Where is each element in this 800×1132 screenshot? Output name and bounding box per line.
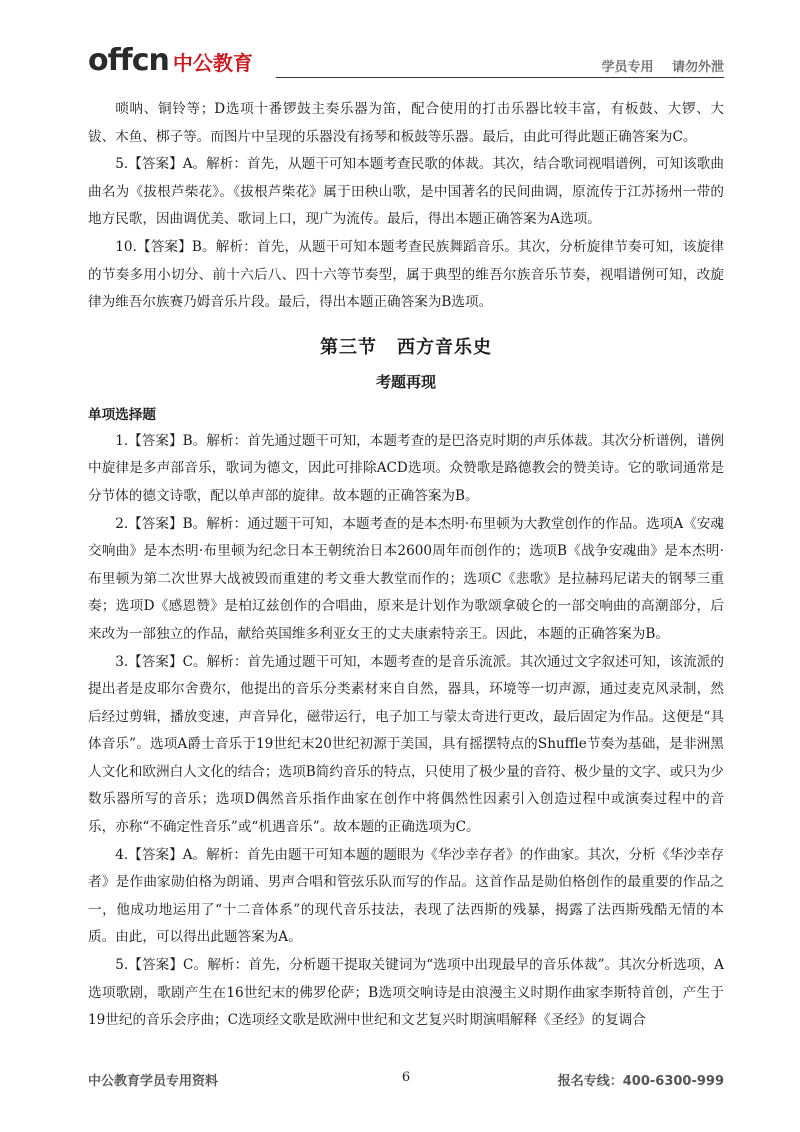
paragraph-top-3: 10.【答案】B。解析：首先，从题干可知本题考查民族舞蹈音乐。其次，分析旋律节奏可知，该旋律的节奏多用小切分、前十六后八、四十六等节奏型，属于典型的维吾尔族音乐节奏，视唱谱例可知，改旋律为维吾尔族赛乃姆音乐片段。最后，得出本题正确答案为B选项。 bbox=[88, 238, 724, 311]
logo-chinese-name: 中公教育 bbox=[172, 51, 253, 75]
page-footer bbox=[88, 1070, 724, 1092]
question-type-heading: 单项选择题 bbox=[88, 406, 156, 423]
answer-paragraph-3: 3.【答案】C。解析：首先通过题干可知，本题考查的是音乐流派。其次通过文字叙述可知，该流派的提出者是皮耶尔舍费尔，他提出的音乐分类素材来自自然，器具，环境等一切声源，通过麦克风录制，然后经过剪辑，播放变速，声音异化，磁带运行，电子加工与蒙太奇进行更改，最后固定为作品。这便是“具体音乐”。选项A爵士音乐于19世纪末20世纪初源于美国，具有摇摆特点的Shuffle节奏为基础，是非洲黑人文化和欧洲白人文化的结合；选项B简约音乐的特点，只使用了极少量的音符、极少量的文字、或只为少数乐器所写的音乐；选项D偶然音乐指作曲家在创作中将偶然性因素引入创造过程中或演奏过程中的音乐，亦称“不确定性音乐”或“机遇音乐”。故本题的正确选项为C。 bbox=[88, 653, 724, 836]
section-number: 第三节 bbox=[320, 336, 377, 358]
subsection-title: 考题再现 bbox=[375, 372, 436, 391]
answer-paragraph-4: 4.【答案】A。解析：首先由题干可知本题的题眼为《华沙幸存者》的作曲家。其次，分析《华沙幸存者》是作曲家勋伯格为朗诵、男声合唱和管弦乐队而写的作品。这首作品是勋伯格创作的最重要的作品之一，他成功地运用了“十二音体系”的现代音乐技法，表现了法西斯的残暴，揭露了法西斯残酷无情的本质。由此，可以得出此题答案为A。 bbox=[88, 846, 724, 946]
header-tags bbox=[587, 56, 724, 75]
paragraph-top-2: 5.【答案】A。解析：首先，从题干可知本题考查民歌的体裁。其次，结合歌词视唱谱例，可知该歌曲曲名为《拔根芦柴花》。《拔根芦柴花》属于田秧山歌，是中国著名的民间曲调，原流传于江苏扬州一带的地方民歌，因曲调优美、歌词上口，现广为流传。最后，得出本题正确答案为A选项。 bbox=[88, 156, 724, 228]
logo-wordmark: offcn bbox=[88, 43, 169, 78]
header-tag-do-not-leak: 请勿外泄 bbox=[671, 60, 724, 75]
paragraph-top-1: 唢呐、铜铃等；D选项十番锣鼓主奏乐器为笛，配合使用的打击乐器比较丰富，有板鼓、大锣、大钹、木鱼、梆子等。而图片中呈现的乐器没有扬琴和板鼓等乐器。最后，由此可得此题正确答案为C。 bbox=[88, 101, 724, 145]
answer-paragraph-1: 1.【答案】B。解析：首先通过题干可知，本题考查的是巴洛克时期的声乐体裁。其次分析谱例，谱例中旋律是多声部音乐，歌词为德文，因此可排除ACD选项。众赞歌是路德教会的赞美诗。它的歌词通常是分节体的德文诗歌，配以单声部的旋律。故本题的正确答案为B。 bbox=[88, 432, 724, 504]
footer-material-label: 中公教育学员专用资料 bbox=[88, 1074, 219, 1089]
footer-hotline: 报名专线：400-6300-999 bbox=[557, 1074, 724, 1089]
section-name: 西方音乐史 bbox=[397, 336, 492, 358]
page-header bbox=[88, 40, 724, 80]
section-title bbox=[88, 333, 724, 359]
answer-paragraph-5: 5.【答案】C。解析：首先，分析题干提取关键词为“选项中出现最早的音乐体裁”。其次分析选项，A选项歌剧，歌剧产生在16世纪末的佛罗伦萨；B选项交响诗是由浪漫主义时期作曲家李斯特首创，产生于19世纪的音乐会序曲；C选项经文歌是欧洲中世纪和文艺复兴时期演唱解释《圣经》的复调合 bbox=[88, 957, 724, 1029]
header-tag-students-only: 学员专用 bbox=[601, 60, 654, 75]
offcn-logo bbox=[88, 42, 253, 76]
answer-paragraph-2: 2.【答案】B。解析：通过题干可知，本题考查的是本杰明·布里顿为大教堂创作的作品。选项A《安魂交响曲》是本杰明·布里顿为纪念日本王朝统治日本2600周年而创作的；选项B《战争安魂曲》是本杰明·布里顿为第二次世界大战被毁而重建的考文垂大教堂而作的；选项C《悲歌》是拉赫玛尼诺夫的钢琴三重奏；选项D《感恩赞》是柏辽兹创作的合唱曲，原来是计划作为歌颂拿破仑的一部交响曲的高潮部分，后来改为一部独立的作品，献给英国维多利亚女王的丈夫康索特亲王。因此，本题的正确答案为B。 bbox=[88, 515, 724, 642]
page-body bbox=[88, 96, 724, 1035]
header-rule bbox=[276, 77, 724, 78]
page-number: 6 bbox=[401, 1070, 411, 1085]
